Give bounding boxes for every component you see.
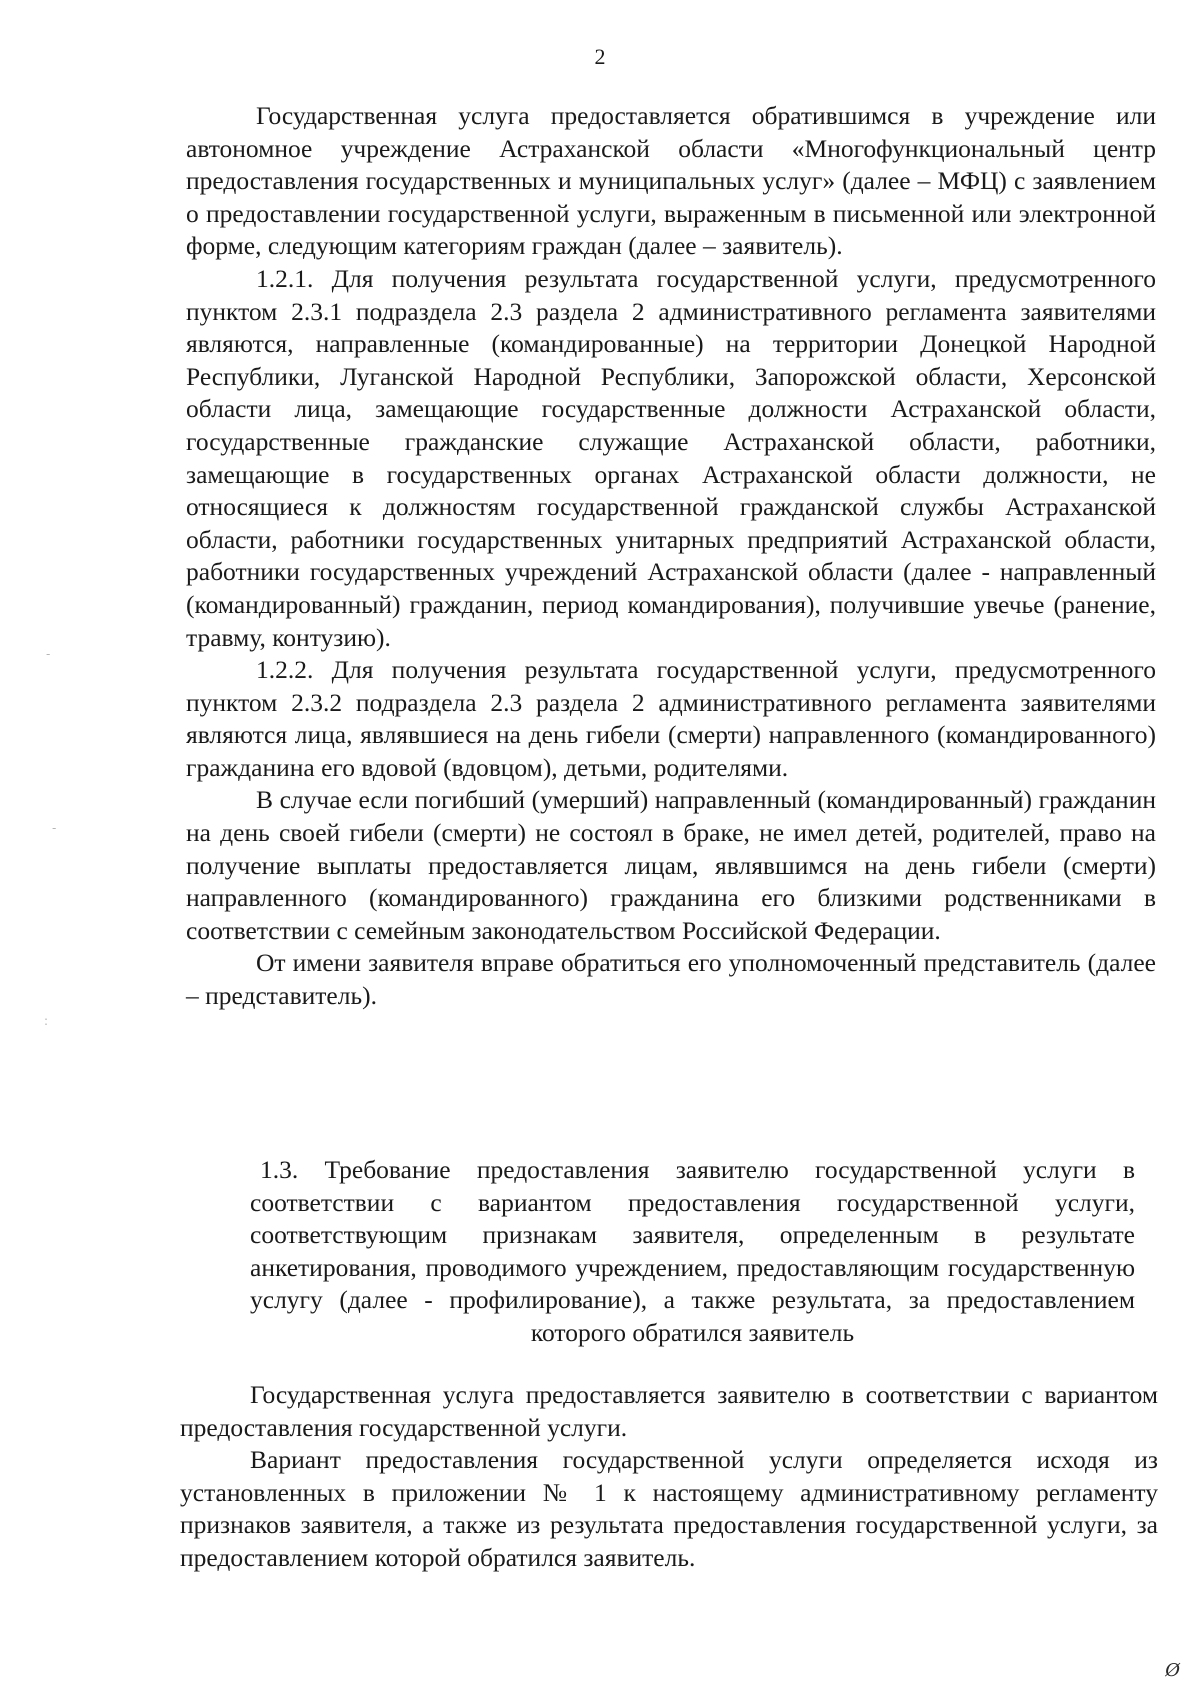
scan-margin-speck: - [46, 647, 51, 661]
body-section-applicants [186, 100, 1156, 1013]
scan-margin-speck: - [52, 821, 57, 835]
paragraph: От имени заявителя вправе обратиться его уполномоченный представитель (далее – представитель). [186, 948, 1156, 1011]
paragraph: В случае если погибший (умерший) направленный (командированный) гражданин на день своей гибели (смерти) не состоял в браке, не имел детей, родителей, право на получение выплаты предоставляется лицам, являвшимся на день гибели (смерти) направленного (командированного) гражданина его близкими родственниками в соответствии с семейным законодательством Российской Федерации. [186, 785, 1156, 945]
page-number: 2 [594, 44, 606, 69]
paragraph: 1.2.1. Для получения результата государственной услуги, предусмотренного пунктом 2.3.1 подраздела 2.3 раздела 2 административного регламента заявителями являются, направленные (командированные) на территории Донецкой Народной Республики, Луганской Народной Республики, Запорожской области, Херсонской области лица, замещающие государственные должности Астраханской области, государственные гражданские служащие Астраханской области, работники, замещающие в государственных органах Астраханской области должности, не относящиеся к должностям государственной гражданской службы Астраханской области, работники государственных унитарных предприятий Астраханской области, работники государственных учреждений Астраханской области (далее - направленный (командированный) гражданин, период командирования), получившие увечье (ранение, травму, контузию). [186, 263, 1156, 652]
scan-margin-speck: : [44, 1014, 49, 1028]
section-heading-text: 1.3. Требование предоставления заявителю государственной услуги в соответствии с вариантом предоставления государственной услуги, соответствующим признакам заявителя, определенным в результате анкетирования, проводимого учреждением, предоставляющим государственную услугу (далее - профилирование), а также результата, за предоставлением которого обратился заявитель [250, 1155, 1135, 1347]
paragraph: Вариант предоставления государственной услуги определяется исходя из установленных в приложении № 1 к настоящему административному регламенту признаков заявителя, а также из результата предоставления государственной услуги, за предоставлением которой обратился заявитель. [180, 1445, 1158, 1572]
section-heading-1-3 [250, 1154, 1135, 1350]
handwritten-corner-mark: Ø [1165, 1660, 1180, 1681]
paragraph: 1.2.2. Для получения результата государственной услуги, предусмотренного пунктом 2.3.2 подраздела 2.3 раздела 2 административного регламента заявителями являются лица, являвшиеся на день гибели (смерти) направленного (командированного) гражданина его вдовой (вдовцом), детьми, родителями. [186, 655, 1156, 782]
paragraph: Государственная услуга предоставляется обратившимся в учреждение или автономное учреждение Астраханской области «Многофункциональный центр предоставления государственных и муниципальных услуг» (далее – МФЦ) с заявлением о предоставлении государственной услуги, выраженным в письменной или электронной форме, следующим категориям граждан (далее – заявитель). [186, 101, 1156, 261]
paragraph: Государственная услуга предоставляется заявителю в соответствии с вариантом предоставления государственной услуги. [180, 1380, 1158, 1442]
body-section-variant [180, 1379, 1158, 1575]
